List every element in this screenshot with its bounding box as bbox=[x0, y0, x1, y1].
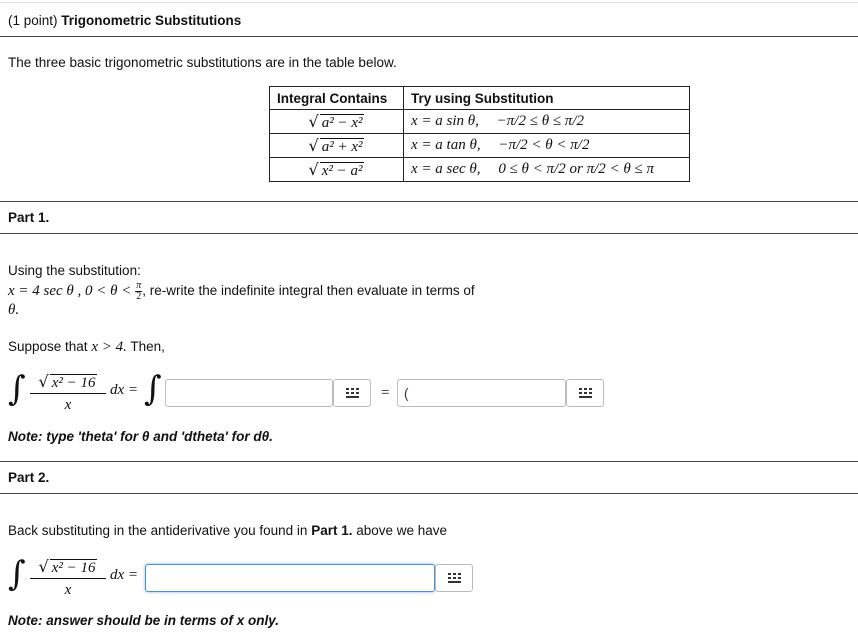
part2-divider-bottom bbox=[0, 493, 858, 494]
part2-divider-top bbox=[0, 461, 858, 462]
answer-input-3[interactable] bbox=[145, 564, 435, 592]
part1-label: Part 1. bbox=[8, 210, 50, 225]
table-cell-substitution: x = a sin θ, −π/2 ≤ θ ≤ π/2 bbox=[404, 110, 690, 134]
problem-title: Trigonometric Substitutions bbox=[61, 13, 242, 28]
part1-divider-top bbox=[0, 201, 858, 202]
part2-note: Note: answer should be in terms of x only. bbox=[8, 613, 280, 628]
keypad-button-2[interactable] bbox=[566, 379, 604, 407]
keypad-icon bbox=[579, 388, 593, 400]
table-header-row bbox=[270, 87, 690, 110]
table-cell-contains: √ a² + x² bbox=[270, 134, 404, 158]
part1-note: Note: type 'theta' for θ and 'dtheta' for dθ. bbox=[8, 429, 273, 444]
part2-label: Part 2. bbox=[8, 470, 50, 485]
substitution-table bbox=[269, 86, 690, 182]
table-row bbox=[270, 110, 690, 134]
table-cell-contains: √ a² − x² bbox=[270, 110, 404, 134]
table-cell-substitution: x = a tan θ, −π/2 < θ < π/2 bbox=[404, 134, 690, 158]
answer-input-1[interactable] bbox=[165, 379, 333, 407]
table-header: Integral Contains bbox=[270, 87, 404, 110]
table-row bbox=[270, 134, 690, 158]
equals-sign: = bbox=[381, 385, 390, 401]
keypad-button-1[interactable] bbox=[333, 379, 371, 407]
top-border bbox=[0, 2, 858, 3]
keypad-icon bbox=[448, 573, 462, 585]
part1-divider-bottom bbox=[0, 233, 858, 234]
table-header: Try using Substitution bbox=[404, 87, 690, 110]
header-divider bbox=[0, 36, 858, 37]
back-substituting-text: Back substituting in the antiderivative you found in Part 1. above we have bbox=[8, 523, 448, 538]
keypad-icon bbox=[346, 388, 360, 400]
substitution-line: x = 4 sec θ , 0 < θ < $\frac{\pi}{2}$ , re-write the indefinite integral then evaluate in terms of bbox=[8, 280, 475, 302]
points-label: (1 point) bbox=[8, 13, 58, 28]
intro-text: The three basic trigonometric substitutions are in the table below. bbox=[8, 55, 397, 70]
integrand-fraction: √ x² − 16 x bbox=[30, 372, 106, 414]
problem-header bbox=[8, 13, 241, 28]
integrand-fraction-2: √ x² − 16 x bbox=[30, 557, 106, 599]
theta-line: θ. bbox=[8, 302, 20, 318]
keypad-button-3[interactable] bbox=[435, 564, 473, 592]
answer-input-2[interactable]: ( bbox=[397, 379, 566, 407]
table-row bbox=[270, 158, 690, 182]
pi-over-2: $\frac{\pi}{2}$ bbox=[136, 280, 142, 302]
table-cell-substitution: x = a sec θ, 0 ≤ θ < π/2 or π/2 < θ ≤ π bbox=[404, 158, 690, 182]
using-text: Using the substitution: bbox=[8, 263, 141, 278]
table-cell-contains: √ x² − a² bbox=[270, 158, 404, 182]
suppose-line: Suppose that x > 4. Then, bbox=[8, 339, 165, 355]
